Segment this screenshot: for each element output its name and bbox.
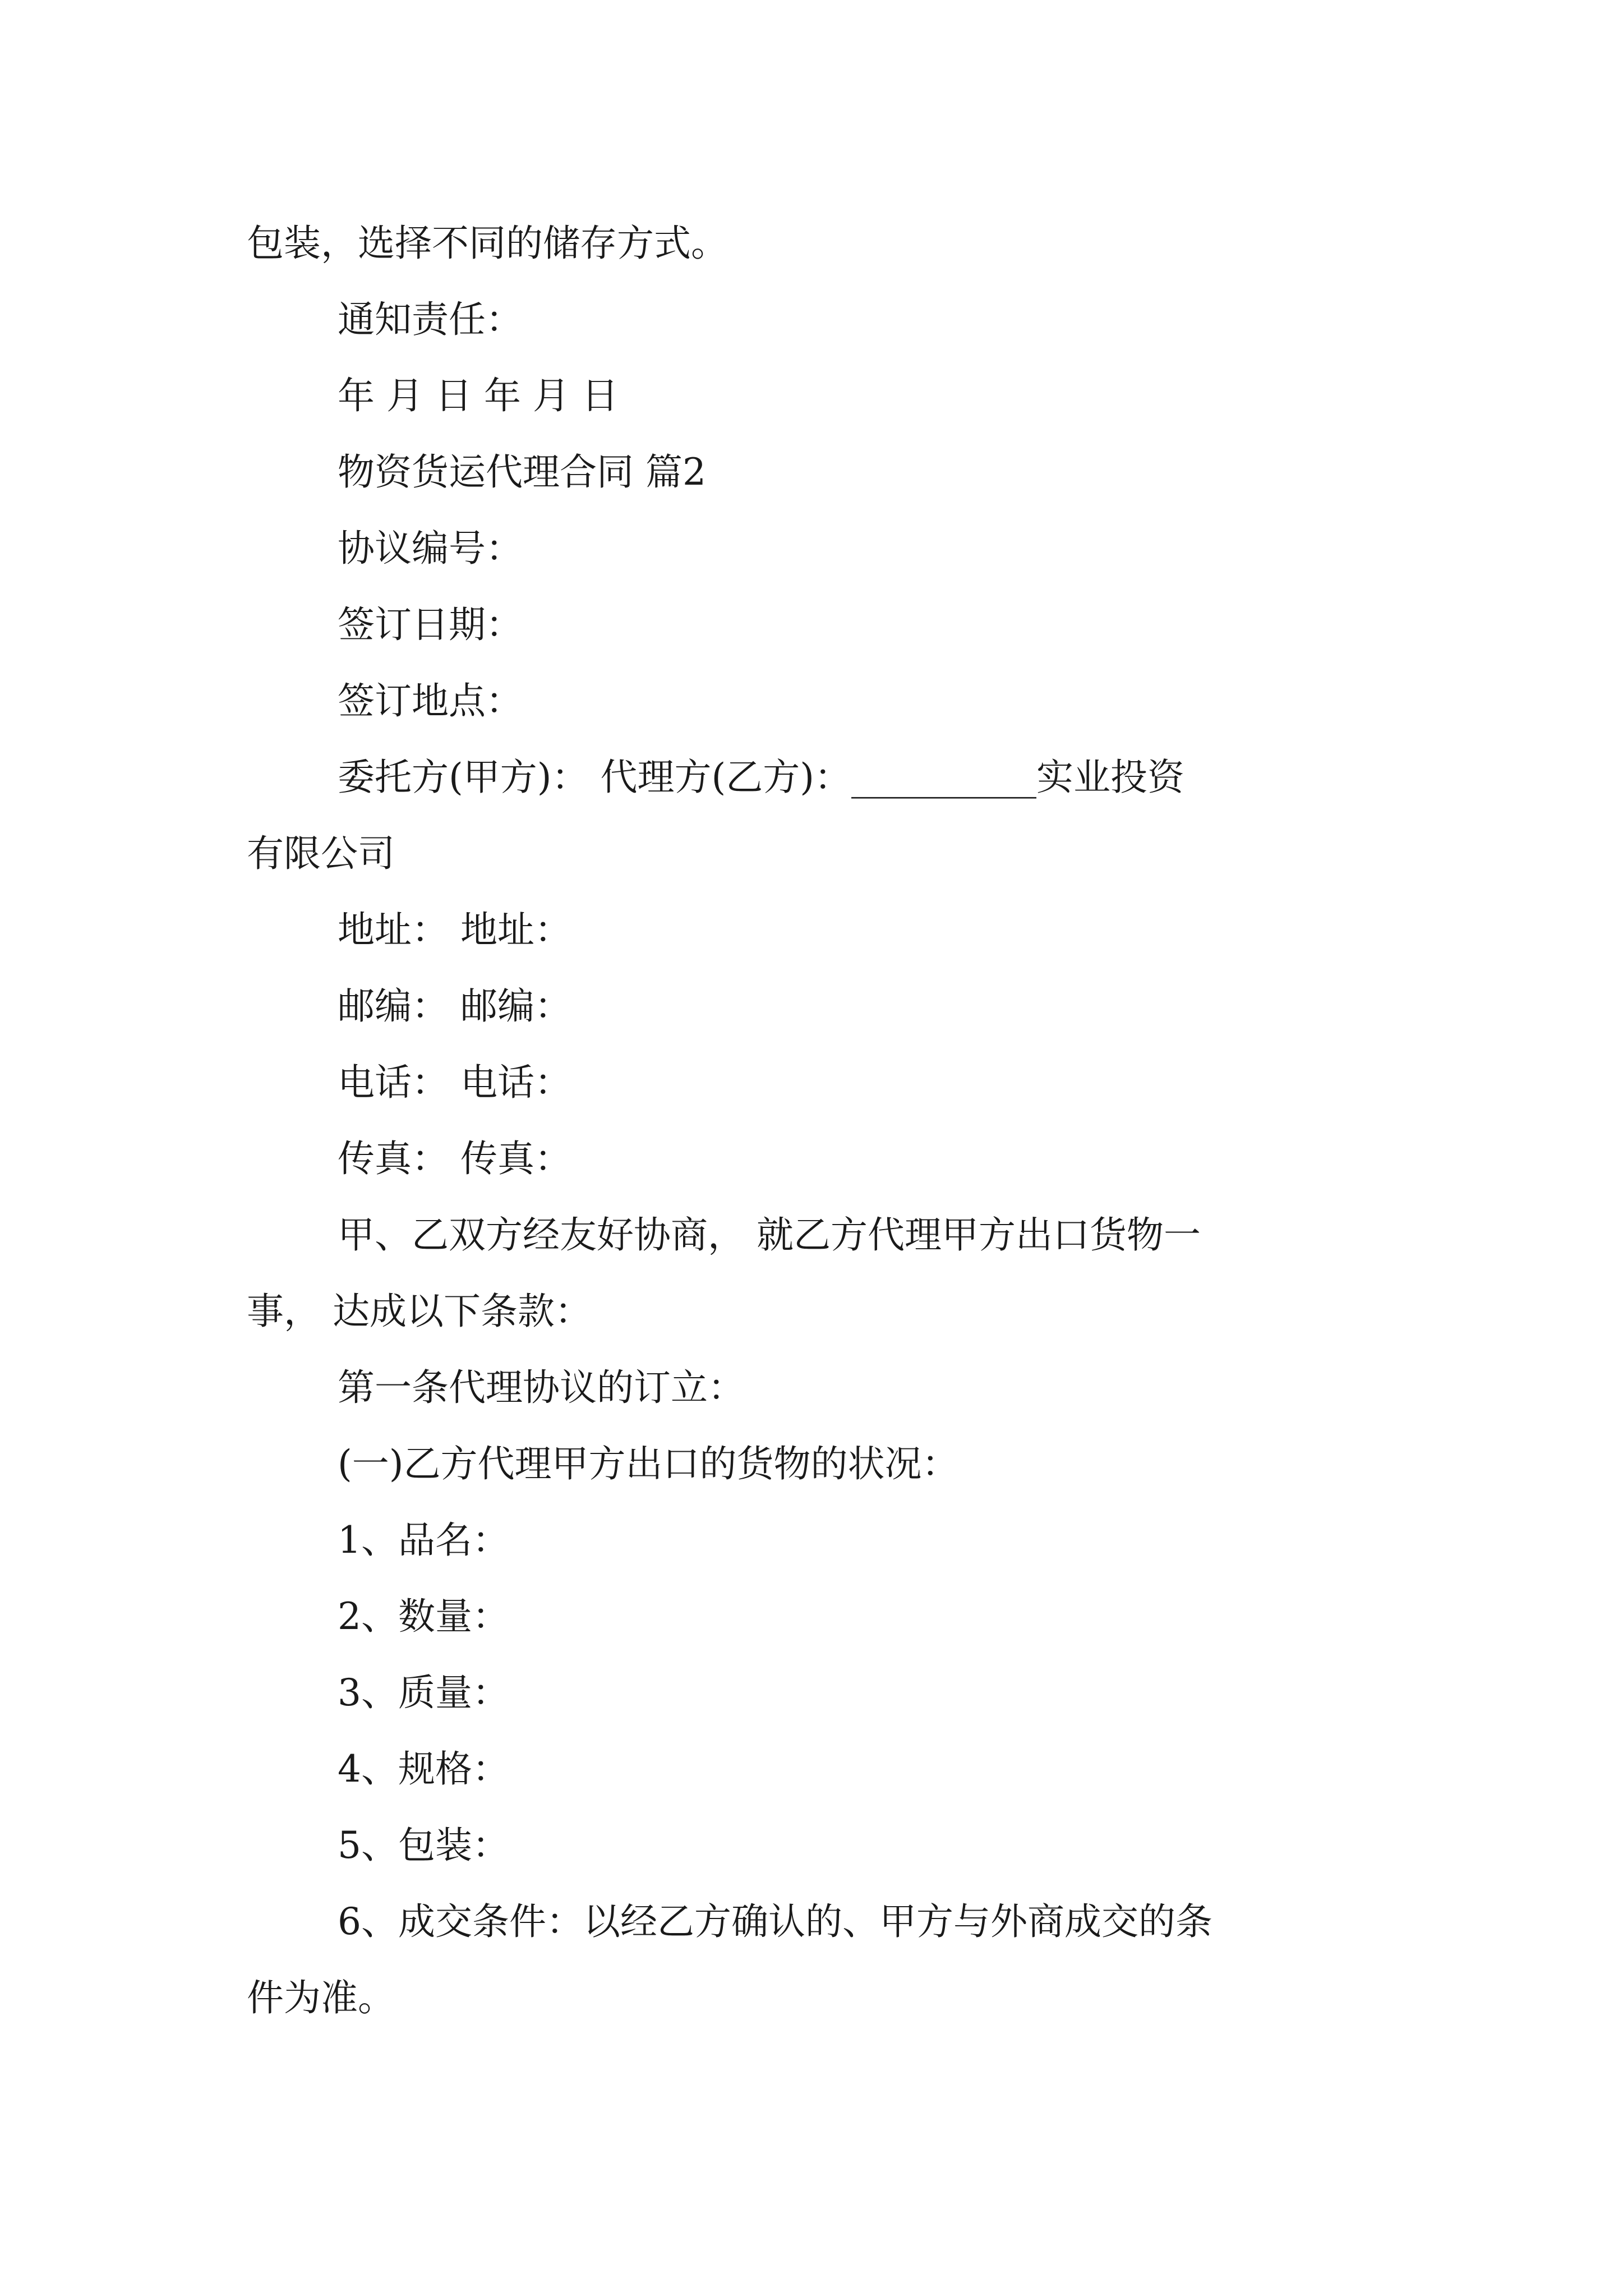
list-item: 1、品名： [338,1519,509,1562]
list-item: 6、成交条件：以经乙方确认的、甲方与外商成交的条 [338,1900,1212,1943]
section-heading: 物资货运代理合同 篇2 [338,450,706,494]
paragraph-line: 包装，选择不同的储存方式。 [247,222,728,265]
paragraph-line: 邮编： 邮编： [338,984,571,1028]
paragraph-line: (一)乙方代理甲方出口的货物的状况： [338,1442,959,1485]
paragraph-line: 地址： 地址： [338,908,571,951]
paragraph-line: 签订日期： [338,603,523,646]
paragraph-line: 有限公司 [247,832,395,875]
paragraph-line: 签订地点： [338,679,523,723]
paragraph-line: 年 月 日 年 月 日 [338,374,619,417]
paragraph-line: 电话： 电话： [338,1061,571,1104]
paragraph-line: 协议编号： [338,527,523,570]
paragraph-line: 委托方(甲方)： 代理方(乙方)：__________实业投资 [338,756,1184,799]
list-item: 3、质量： [338,1671,509,1714]
paragraph-line: 通知责任： [338,298,523,341]
paragraph-line: 事， 达成以下条款： [247,1290,592,1333]
paragraph-line: 传真： 传真： [338,1137,571,1180]
list-item: 2、数量： [338,1595,509,1638]
paragraph-line: 第一条代理协议的订立： [338,1366,745,1409]
paragraph-line: 甲、乙双方经友好协商， 就乙方代理甲方出口货物一 [338,1213,1201,1257]
list-item: 4、规格： [338,1747,509,1791]
paragraph-line: 件为准。 [247,1976,395,2019]
list-item: 5、包装： [338,1824,509,1867]
